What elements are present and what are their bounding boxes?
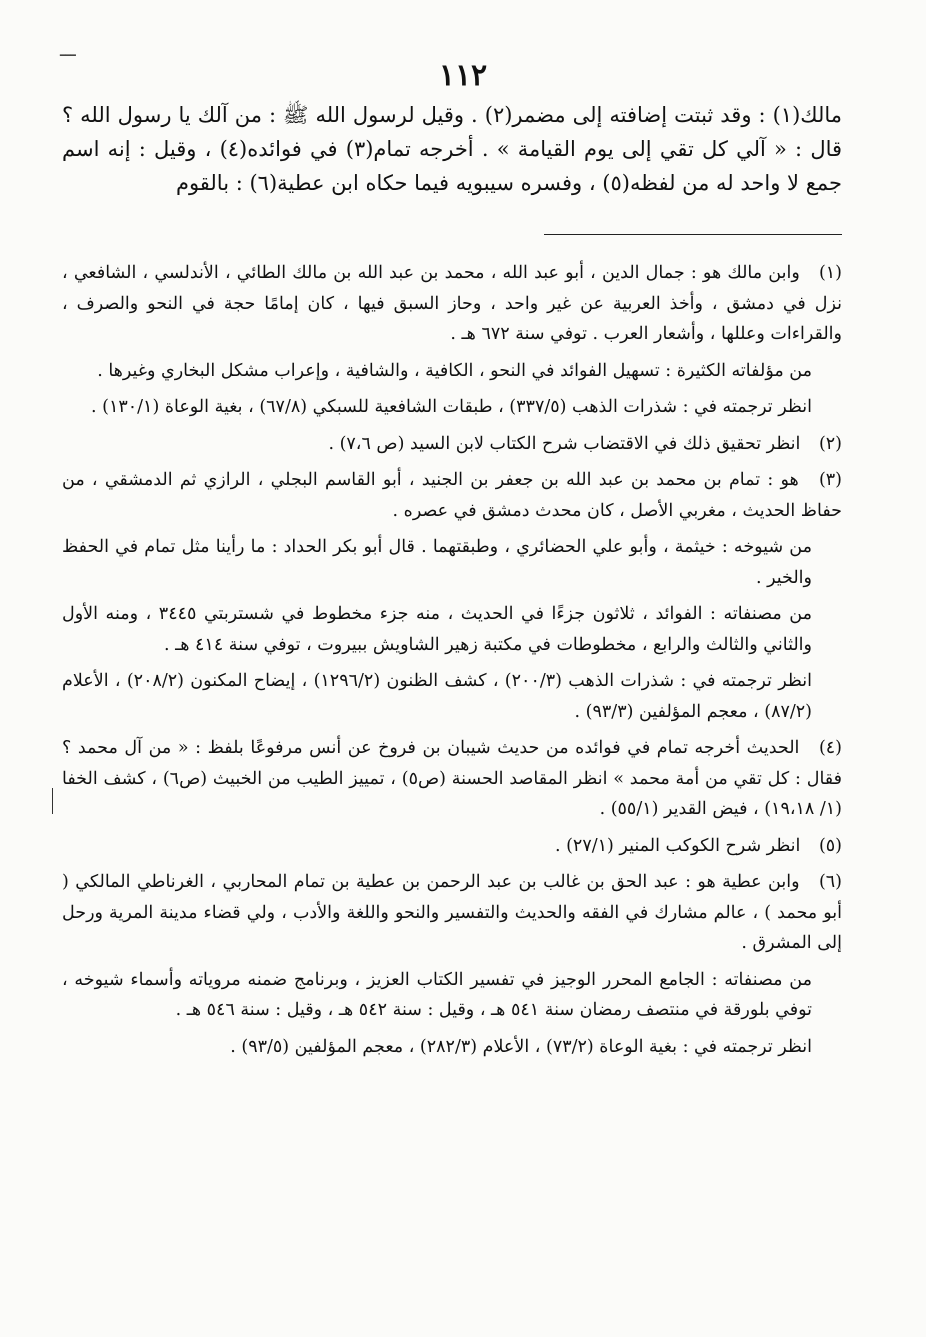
footnote-text: وابن مالك هو : جمال الدين ، أبو عبد الله ، محمد بن عبد الله بن مالك الطائي ، الأندلسي ، الشافعي ، نزل في دمشق ، وأخذ العربية عن غير واحد ، وحاز السبق فيها ، كان إمامًا حجة في النحو والصرف ، والقراءات وعللها ، وأشعار العرب . توفي سنة ٦٧٢ هـ . — [62, 263, 842, 344]
footnote-separator — [544, 234, 842, 235]
footnote-number: (١) — [818, 263, 842, 283]
page-number: ١١٢ — [438, 58, 488, 93]
margin-mark — [52, 788, 53, 814]
footnote-text: انظر شرح الكوكب المنير (٢٧/١) . — [554, 835, 801, 856]
corner-mark: ـــ — [60, 40, 76, 61]
footnote-text: هو : تمام بن محمد بن عبد الله بن جعفر بن الجنيد ، أبو القاسم البجلي ، الرازي ثم الدمشقي ، من حفاظ الحديث ، مغربي الأصل ، كان محدث دمشق في عصره . — [62, 470, 842, 521]
footnote-6 — [62, 867, 842, 959]
footnote-number: (٢) — [818, 433, 842, 454]
footnote-number: (٤) — [818, 738, 842, 758]
footnote-3 — [62, 465, 842, 526]
footnote-4 — [62, 733, 842, 825]
footnote-paragraph: من شيوخه : خيثمة ، وأبو علي الحضائري ، وطبقتهما . قال أبو بكر الحداد : ما رأينا مثل تمام في الحفظ والخير . — [62, 537, 812, 588]
footnote-1 — [62, 258, 842, 350]
footnote-paragraph: من مؤلفاته الكثيرة : تسهيل الفوائد في النحو ، الكافية ، والشافية ، وإعراب مشكل البخاري وغيرها . — [97, 360, 812, 381]
footnote-2 — [62, 429, 842, 460]
footnote-text: انظر تحقيق ذلك في الاقتضاب شرح الكتاب لابن السيد (ص ٧،٦) . — [328, 433, 801, 454]
footnote-paragraph: من مصنفاته : الفوائد ، ثلاثون جزءًا في الحديث ، منه جزء مخطوط في شستربتي ٣٤٤٥ ، ومنه الأول والثاني والثالث والرابع ، مخطوطات في مكتبة زهير الشاويش ببيروت ، توفي سنة ٤١٤ هـ . — [62, 604, 812, 655]
footnote-number: (٥) — [818, 835, 842, 856]
footnote-paragraph: انظر ترجمته في : شذرات الذهب (٢٠٠/٣) ، كشف الظنون (١٢٩٦/٢) ، إيضاح المكنون (٢٠٨/٢) ، الأعلام (٨٧/٢) ، معجم المؤلفين (٩٣/٣) . — [62, 671, 812, 722]
footnote-number: (٣) — [818, 470, 842, 490]
footnote-text: الحديث أخرجه تمام في فوائده من حديث شيبان بن فروخ عن أنس مرفوعًا بلفظ : « من آل محمد ؟ فقال : كل تقي من أمة محمد » انظر المقاصد الحسنة (ص٥) ، تمييز الطيب من الخبيث (ص٦) ، كشف الخفا (١/ ١٩،١٨) ، فيض القدير (٥٥/١) . — [62, 738, 842, 819]
footnote-paragraph: انظر ترجمته في : بغية الوعاة (٧٣/٢) ، الأعلام (٢٨٢/٣) ، معجم المؤلفين (٩٣/٥) . — [230, 1036, 812, 1057]
main-text: مالك(١) : وقد ثبتت إضافته إلى مضمر(٢) . وقيل لرسول الله ﷺ : من آلك يا رسول الله ؟ قال : « آلي كل تقي إلى يوم القيامة » . أخرجه تمام(٣) في فوائده(٤) ، وقيل : إنه اسم جمع لا واحد له من لفظه(٥) ، وفسره سيبويه فيما حكاه ابن عطية(٦) : بالقوم — [62, 103, 843, 195]
footnote-paragraph: انظر ترجمته في : شذرات الذهب (٣٣٧/٥) ، طبقات الشافعية للسبكي (٦٧/٨) ، بغية الوعاة (١٣٠/١) . — [90, 397, 812, 417]
footnote-paragraph: من مصنفاته : الجامع المحرر الوجيز في تفسير الكتاب العزيز ، وبرنامج ضمنه مروياته وأسماء شيوخه ، توفي بلورقة في منتصف رمضان سنة ٥٤١ هـ ، وقيل : سنة ٥٤٢ هـ ، وقيل : سنة ٥٤٦ هـ . — [62, 969, 812, 1020]
footnote-number: (٦) — [818, 872, 842, 892]
footnotes — [62, 258, 842, 1068]
footnote-text: وابن عطية هو : عبد الحق بن غالب بن عبد الرحمن بن عطية بن تمام المحاربي ، الغرناطي المالكي ( أبو محمد ) ، عالم مشارك في الفقه والحديث والتفسير والنحو واللغة والأدب ، ولي قضاء مدينة المرية ورحل إلى المشرق . — [62, 872, 842, 953]
footnote-5 — [62, 831, 842, 862]
